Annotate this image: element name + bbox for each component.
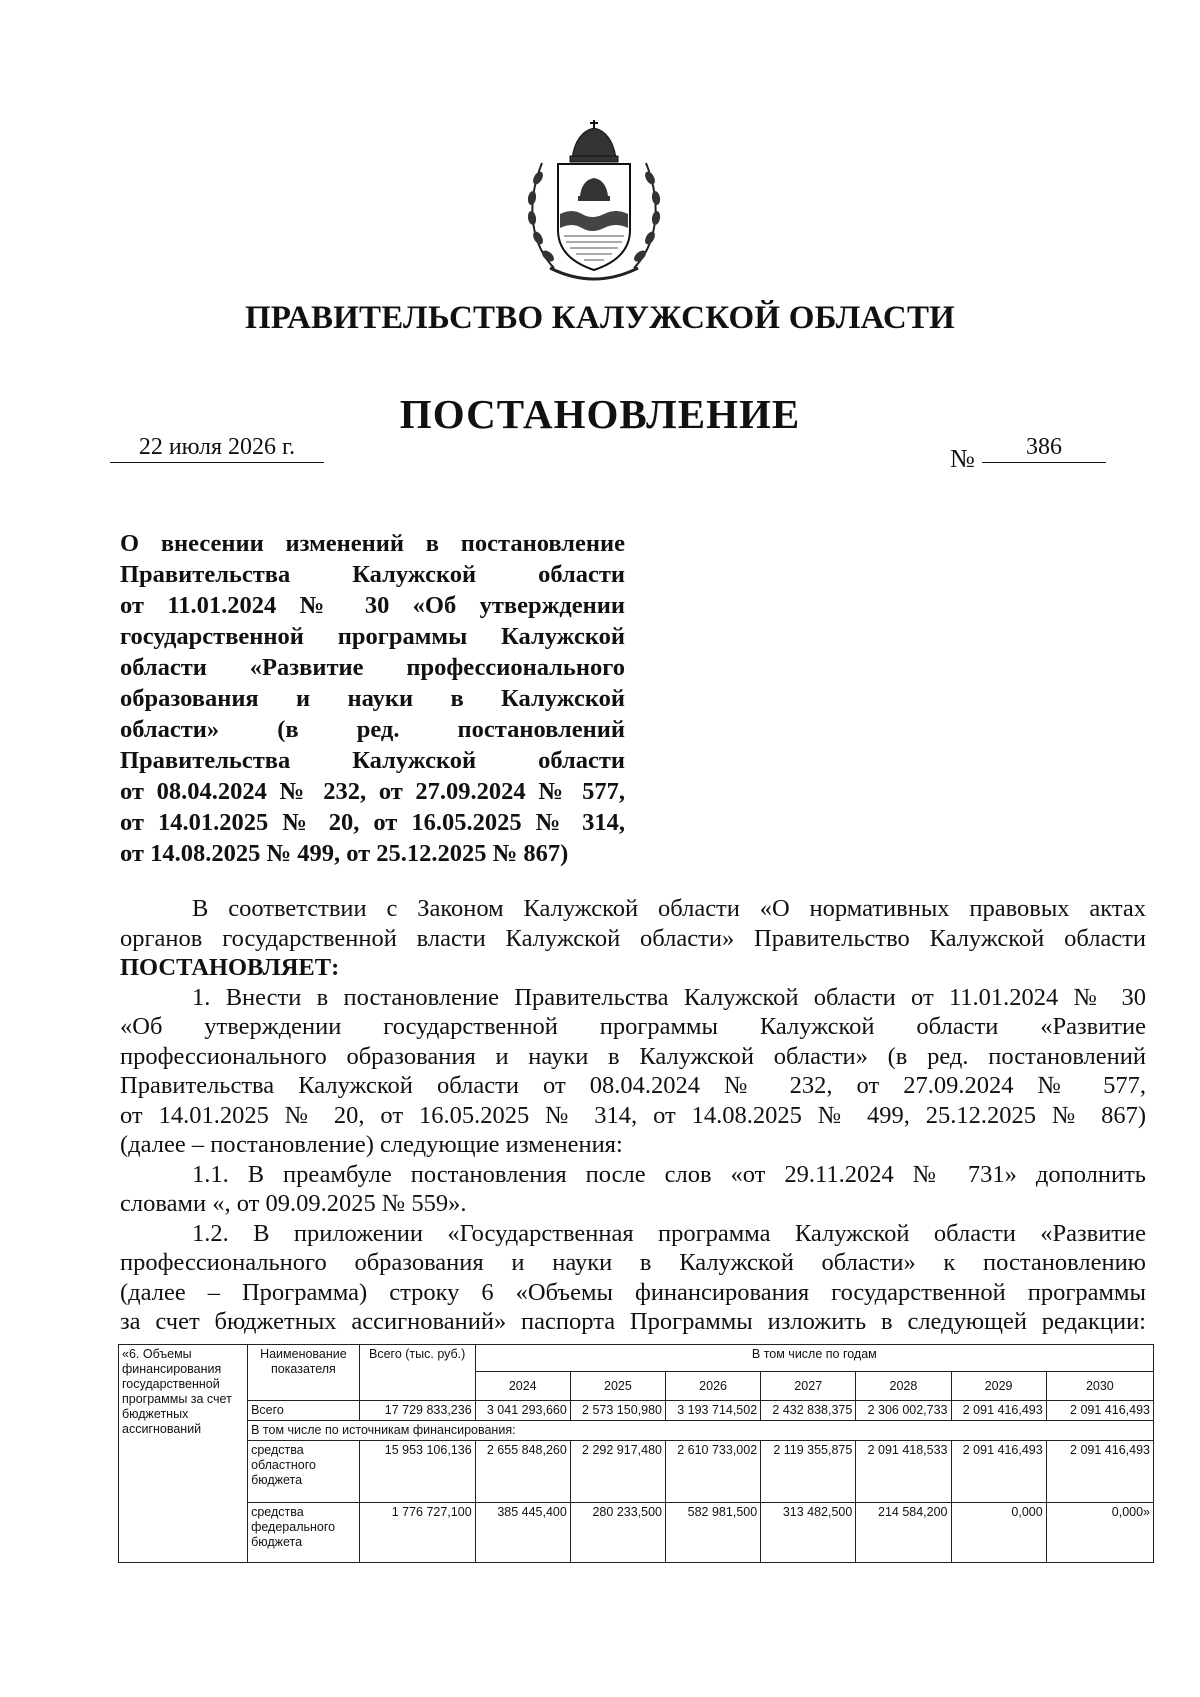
years-group-header: В том числе по годам [475, 1345, 1153, 1372]
document-date: 22 июля 2026 г. [110, 434, 324, 463]
coat-of-arms-emblem [520, 118, 668, 286]
table-row [119, 1503, 1154, 1563]
resolution-body [120, 894, 1146, 1337]
value-cell: 2 119 355,875 [761, 1441, 856, 1503]
value-cell: 313 482,500 [761, 1503, 856, 1563]
total-cell: 15 953 106,136 [359, 1441, 475, 1503]
resolution-title [120, 528, 625, 869]
title-line: области «Развитие профессионального [120, 654, 625, 681]
value-cell: 2 573 150,980 [570, 1401, 665, 1421]
value-cell: 2 091 416,493 [1046, 1401, 1153, 1421]
value-cell: 385 445,400 [475, 1503, 570, 1563]
body-line: Правительства Калужской области от 08.04.2024 № 232, от 27.09.2024 № 577, [120, 1072, 1146, 1099]
body-line: «Об утверждении государственной программы Калужской области «Развитие [120, 1013, 1146, 1040]
title-line: от 14.08.2025 № 499, от 25.12.2025 № 867) [120, 840, 569, 867]
title-line: от 11.01.2024 № 30 «Об утверждении [120, 592, 625, 619]
title-line: от 08.04.2024 № 232, от 27.09.2024 № 577, [120, 778, 625, 805]
total-cell: 17 729 833,236 [359, 1401, 475, 1421]
value-cell: 2 091 418,533 [856, 1441, 951, 1503]
value-cell: 0,000» [1046, 1503, 1153, 1563]
value-cell: 3 193 714,502 [666, 1401, 761, 1421]
value-cell: 2 091 416,493 [1046, 1441, 1153, 1503]
value-cell: 2 091 416,493 [951, 1401, 1046, 1421]
year-header: 2029 [951, 1372, 1046, 1401]
body-line: 1. Внести в постановление Правительства Калужской области от 11.01.2024 № 30 [192, 983, 1146, 1011]
table-row [119, 1421, 1154, 1441]
row-label: Всего [248, 1401, 360, 1421]
value-cell: 2 432 838,375 [761, 1401, 856, 1421]
title-line: О внесении изменений в постановление [120, 530, 625, 557]
title-line: области» (в ред. постановлений [120, 716, 625, 743]
body-line: 1.1. В преамбуле постановления после слов «от 29.11.2024 № 731» дополнить [192, 1160, 1146, 1188]
value-cell: 2 610 733,002 [666, 1441, 761, 1503]
title-line: образования и науки в Калужской [120, 685, 625, 712]
title-line: Правительства Калужской области [120, 561, 625, 588]
total-cell: 1 776 727,100 [359, 1503, 475, 1563]
table-row [119, 1441, 1154, 1503]
body-line: от 14.01.2025 № 20, от 16.05.2025 № 314, от 14.08.2025 № 499, 25.12.2025 № 867) [120, 1101, 1146, 1129]
body-line: 1.2. В приложении «Государственная программа Калужской области «Развитие [192, 1219, 1146, 1247]
body-line: профессионального образования и науки в Калужской области» (в ред. постановлений [120, 1042, 1146, 1070]
value-cell: 2 292 917,480 [570, 1441, 665, 1503]
year-header: 2028 [856, 1372, 951, 1401]
body-line: органов государственной власти Калужской области» Правительство Калужской области [120, 924, 1146, 952]
year-header: 2030 [1046, 1372, 1153, 1401]
year-header: 2026 [666, 1372, 761, 1401]
body-line: словами «, от 09.09.2025 № 559». [120, 1190, 467, 1217]
title-line: государственной программы Калужской [120, 623, 625, 650]
document-type: ПОСТАНОВЛЕНИЕ [399, 391, 801, 437]
government-title: ПРАВИТЕЛЬСТВО КАЛУЖСКОЙ ОБЛАСТИ [244, 300, 956, 336]
value-cell: 2 306 002,733 [856, 1401, 951, 1421]
year-header: 2024 [475, 1372, 570, 1401]
value-cell: 280 233,500 [570, 1503, 665, 1563]
value-cell: 3 041 293,660 [475, 1401, 570, 1421]
year-header: 2027 [761, 1372, 856, 1401]
value-cell: 214 584,200 [856, 1503, 951, 1563]
table-row [119, 1401, 1154, 1421]
title-line: Правительства Калужской области [120, 747, 625, 774]
body-line: (далее – постановление) следующие изменения: [120, 1131, 623, 1158]
row-label: средства областного бюджета [248, 1441, 360, 1503]
financing-table [118, 1344, 1154, 1563]
body-line: (далее – Программа) строку 6 «Объемы финансирования государственной программы [120, 1278, 1146, 1306]
value-cell: 2 091 416,493 [951, 1441, 1046, 1503]
year-header: 2025 [570, 1372, 665, 1401]
value-cell: 582 981,500 [666, 1503, 761, 1563]
document-number: 386 [982, 434, 1106, 463]
indicator-header: Наименование показателя [248, 1345, 360, 1401]
value-cell: 2 655 848,260 [475, 1441, 570, 1503]
row-title-cell: «6. Объемы финансирования государственной программы за счет бюджетных ассигнований [119, 1345, 248, 1563]
body-line: за счет бюджетных ассигнований» паспорта Программы изложить в следующей редакции: [120, 1308, 1146, 1335]
sources-caption: В том числе по источникам финансирования: [248, 1421, 1154, 1441]
title-line: от 14.01.2025 № 20, от 16.05.2025 № 314, [120, 809, 625, 836]
total-header: Всего (тыс. руб.) [359, 1345, 475, 1401]
number-label: № [950, 444, 975, 473]
value-cell: 0,000 [951, 1503, 1046, 1563]
decree-word: ПОСТАНОВЛЯЕТ: [120, 954, 340, 981]
body-line: В соответствии с Законом Калужской области «О нормативных правовых актах [192, 895, 1146, 922]
row-label: средства федерального бюджета [248, 1503, 360, 1563]
body-line: профессионального образования и науки в Калужской области» к постановлению [120, 1249, 1146, 1276]
